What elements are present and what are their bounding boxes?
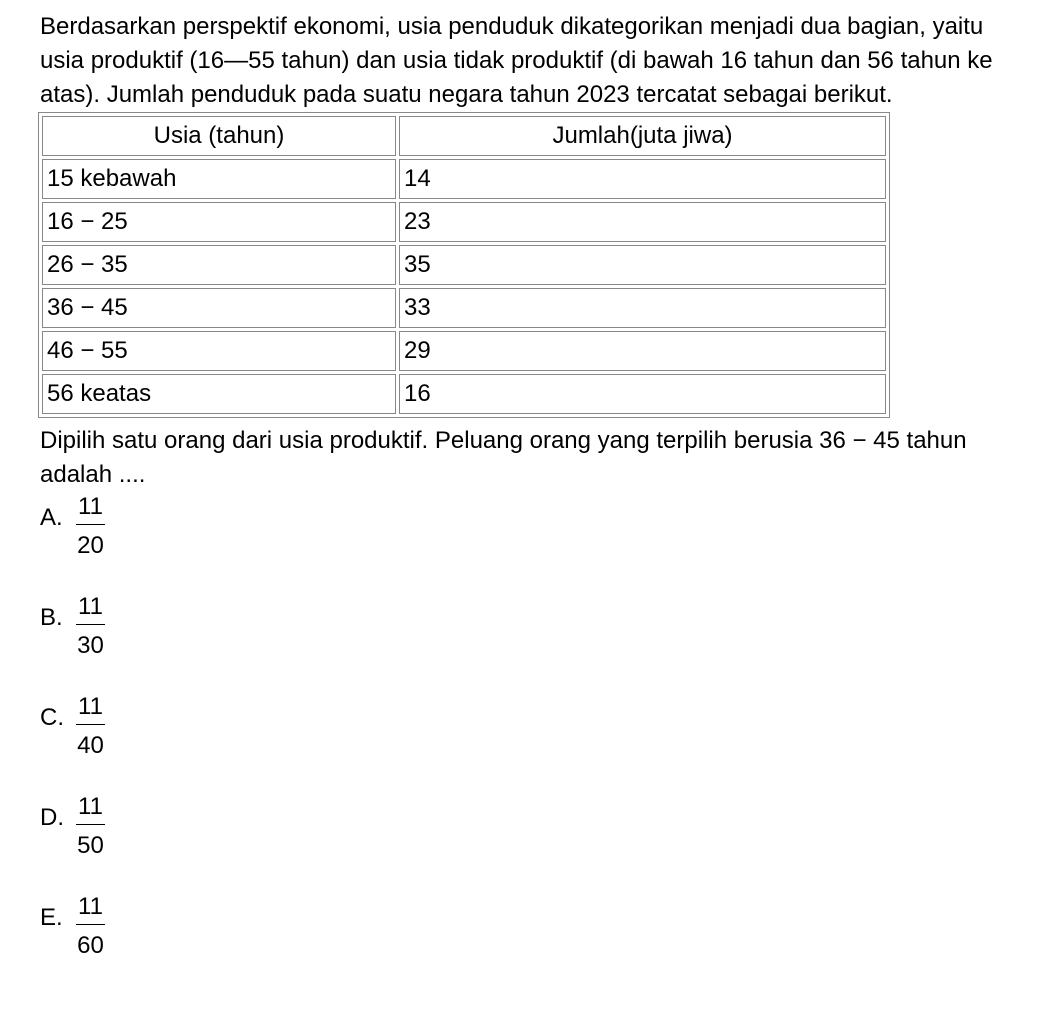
count-cell: 33 (399, 288, 886, 328)
denominator: 40 (77, 732, 104, 759)
fraction (76, 492, 105, 561)
table-row (42, 202, 886, 242)
age-cell: 26 − 35 (42, 245, 396, 285)
denominator: 60 (77, 932, 104, 959)
count-cell: 16 (399, 374, 886, 414)
age-cell: 16 − 25 (42, 202, 396, 242)
numerator: 11 (76, 892, 105, 925)
count-cell: 35 (399, 245, 886, 285)
header-count: Jumlah(juta jiwa) (399, 116, 886, 156)
option-c[interactable] (40, 692, 1020, 792)
count-cell: 14 (399, 159, 886, 199)
fraction (76, 892, 105, 961)
table-row (42, 331, 886, 371)
option-letter: B. (40, 604, 63, 631)
count-cell: 29 (399, 331, 886, 371)
option-d[interactable] (40, 792, 1020, 892)
numerator: 11 (76, 792, 105, 825)
table-row (42, 288, 886, 328)
fraction (76, 592, 105, 661)
denominator: 50 (77, 832, 104, 859)
table-row (42, 159, 886, 199)
count-cell: 23 (399, 202, 886, 242)
fraction (76, 792, 105, 861)
answer-options (40, 492, 1020, 992)
table-row (42, 245, 886, 285)
numerator: 11 (76, 692, 105, 725)
option-b[interactable] (40, 592, 1020, 692)
denominator: 20 (77, 532, 104, 559)
intro-text: Berdasarkan perspektif ekonomi, usia penduduk dikategorikan menjadi dua bagian, yaitu usia produktif (16—55 tahun) dan usia tidak produktif (di bawah 16 tahun dan 56 tahun ke atas). Jumlah penduduk pada suatu negara tahun 2023 tercatat sebagai berikut. (40, 13, 993, 108)
option-letter: C. (40, 704, 64, 731)
option-e[interactable] (40, 892, 1020, 992)
option-letter: E. (40, 904, 63, 931)
numerator: 11 (76, 492, 105, 525)
age-cell: 15 kebawah (42, 159, 396, 199)
age-cell: 46 − 55 (42, 331, 396, 371)
question-text: Dipilih satu orang dari usia produktif. Peluang orang yang terpilih berusia 36 − 45 tahun adalah .... (40, 427, 967, 488)
table-header-row (42, 116, 886, 156)
denominator: 30 (77, 632, 104, 659)
age-cell: 56 keatas (42, 374, 396, 414)
option-letter: D. (40, 804, 64, 831)
option-a[interactable] (40, 492, 1020, 592)
age-cell: 36 − 45 (42, 288, 396, 328)
numerator: 11 (76, 592, 105, 625)
fraction (76, 692, 105, 761)
table-row (42, 374, 886, 414)
population-table (38, 112, 890, 418)
header-age: Usia (tahun) (42, 116, 396, 156)
option-letter: A. (40, 504, 63, 531)
